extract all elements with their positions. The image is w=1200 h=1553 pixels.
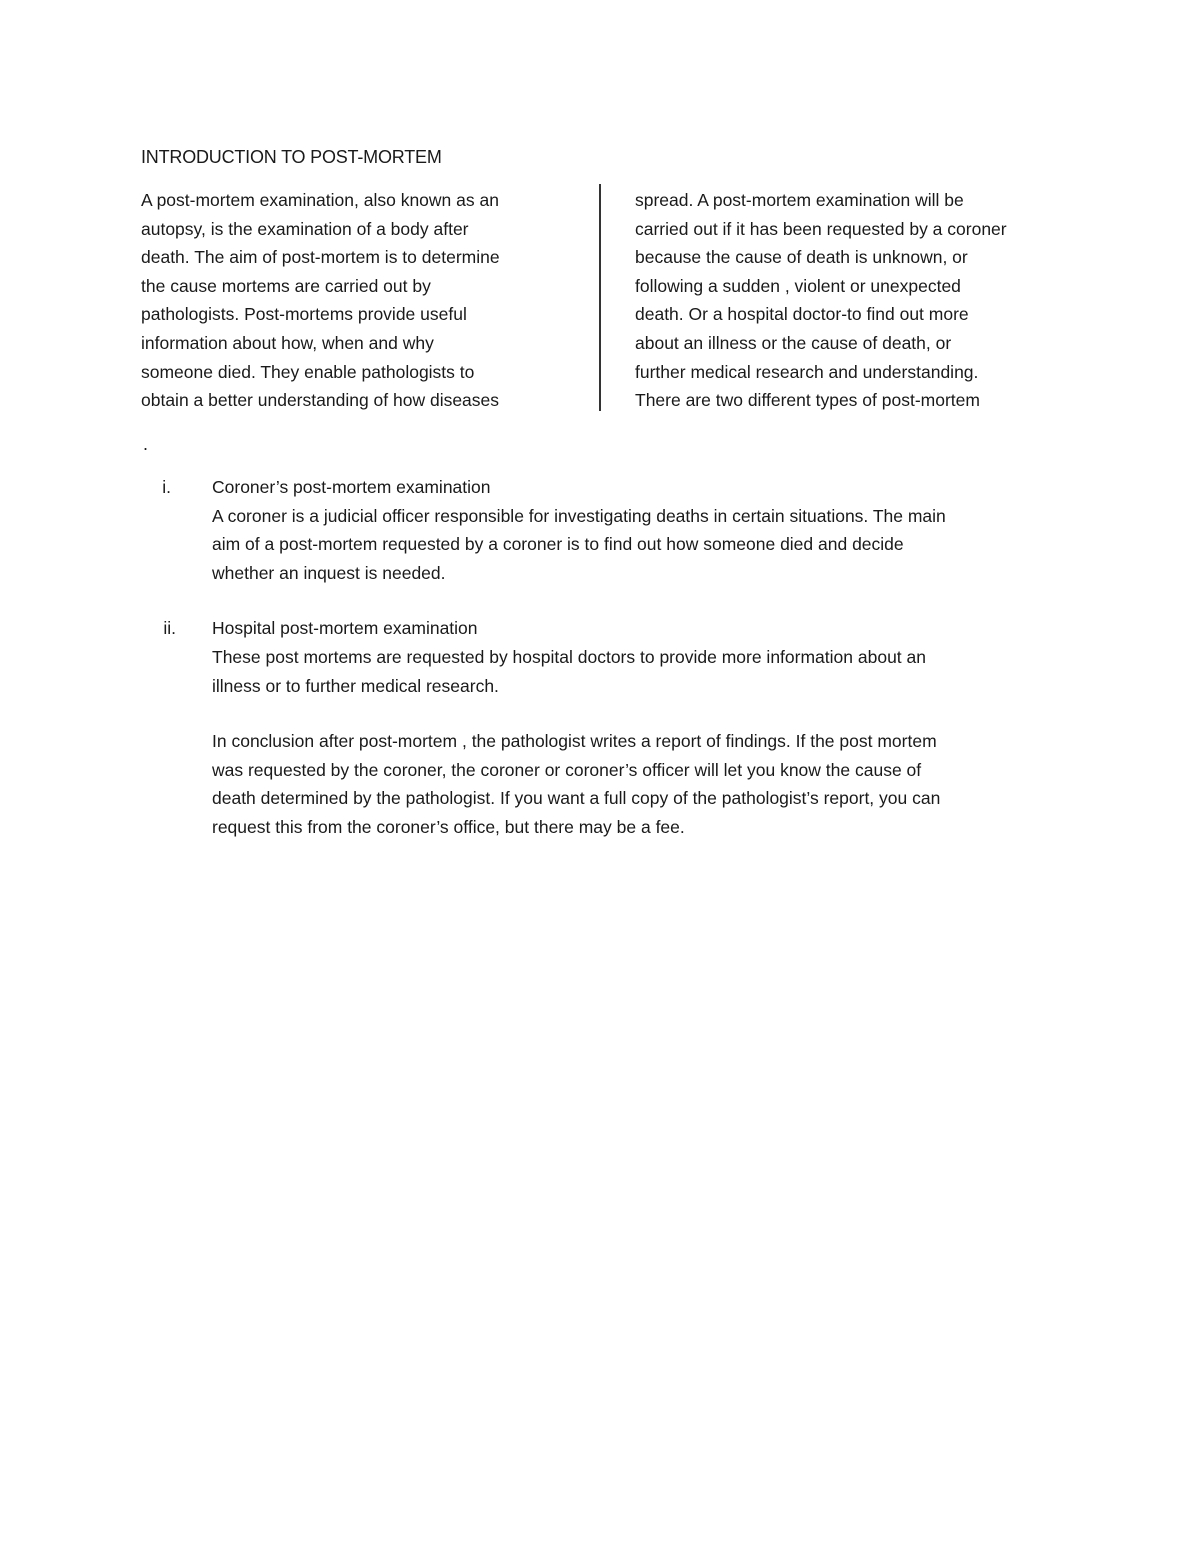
intro-left-line: information about how, when and why xyxy=(141,332,434,353)
intro-left-line: pathologists. Post-mortems provide useful xyxy=(141,304,467,325)
conclusion-line: death determined by the pathologist. If you want a full copy of the pathologist’s report, you can xyxy=(212,788,941,809)
intro-left-column xyxy=(141,186,581,415)
list-item-line: illness or to further medical research. xyxy=(212,675,499,696)
list-item-line: These post mortems are requested by hospital doctors to provide more information about an xyxy=(212,646,926,667)
list-item-heading: Hospital post-mortem examination xyxy=(212,618,478,639)
intro-left-line: the cause mortems are carried out by xyxy=(141,275,431,296)
conclusion-line: was requested by the coroner, the coroner or coroner’s officer will let you know the cause of xyxy=(212,759,922,780)
list-item-line: A coroner is a judicial officer responsible for investigating deaths in certain situations. The main xyxy=(212,505,946,526)
intro-right-line: following a sudden , violent or unexpected xyxy=(635,275,961,296)
intro-right-line: spread. A post-mortem examination will be xyxy=(635,190,964,210)
intro-right-line: about an illness or the cause of death, or xyxy=(635,332,952,353)
list-item-heading: Coroner’s post-mortem examination xyxy=(212,477,491,497)
intro-right-line: carried out if it has been requested by a coroner xyxy=(635,218,1007,239)
intro-right-line: death. Or a hospital doctor-to find out more xyxy=(635,304,969,325)
intro-left-line: obtain a better understanding of how diseases xyxy=(141,390,500,411)
intro-right-column xyxy=(635,186,1075,415)
separator-dot: . xyxy=(143,434,149,454)
conclusion-line: request this from the coroner’s office, but there may be a fee. xyxy=(212,816,685,837)
intro-right-line: because the cause of death is unknown, or xyxy=(635,247,968,268)
list-item-line: aim of a post-mortem requested by a coroner is to find out how someone died and decide xyxy=(212,534,904,555)
column-divider xyxy=(599,184,601,411)
list-item-line: whether an inquest is needed. xyxy=(212,562,446,583)
intro-right-line: further medical research and understanding. xyxy=(635,361,979,382)
intro-right-line: There are two different types of post-mortem xyxy=(635,390,980,411)
list-marker: ii. xyxy=(163,618,176,639)
list-item xyxy=(141,473,1101,587)
intro-left-line: death. The aim of post-mortem is to determine xyxy=(141,247,500,268)
document-title: INTRODUCTION TO POST-MORTEM xyxy=(141,147,442,167)
conclusion-line: In conclusion after post-mortem , the pathologist writes a report of findings. If the post mortem xyxy=(212,731,937,752)
conclusion-paragraph xyxy=(212,727,1101,841)
list-item xyxy=(141,614,1101,700)
post-mortem-types-list xyxy=(141,473,1101,842)
list-marker: i. xyxy=(162,477,171,497)
intro-left-line: A post-mortem examination, also known as an xyxy=(141,190,499,210)
intro-left-line: someone died. They enable pathologists to xyxy=(141,361,475,382)
intro-left-line: autopsy, is the examination of a body after xyxy=(141,218,469,239)
